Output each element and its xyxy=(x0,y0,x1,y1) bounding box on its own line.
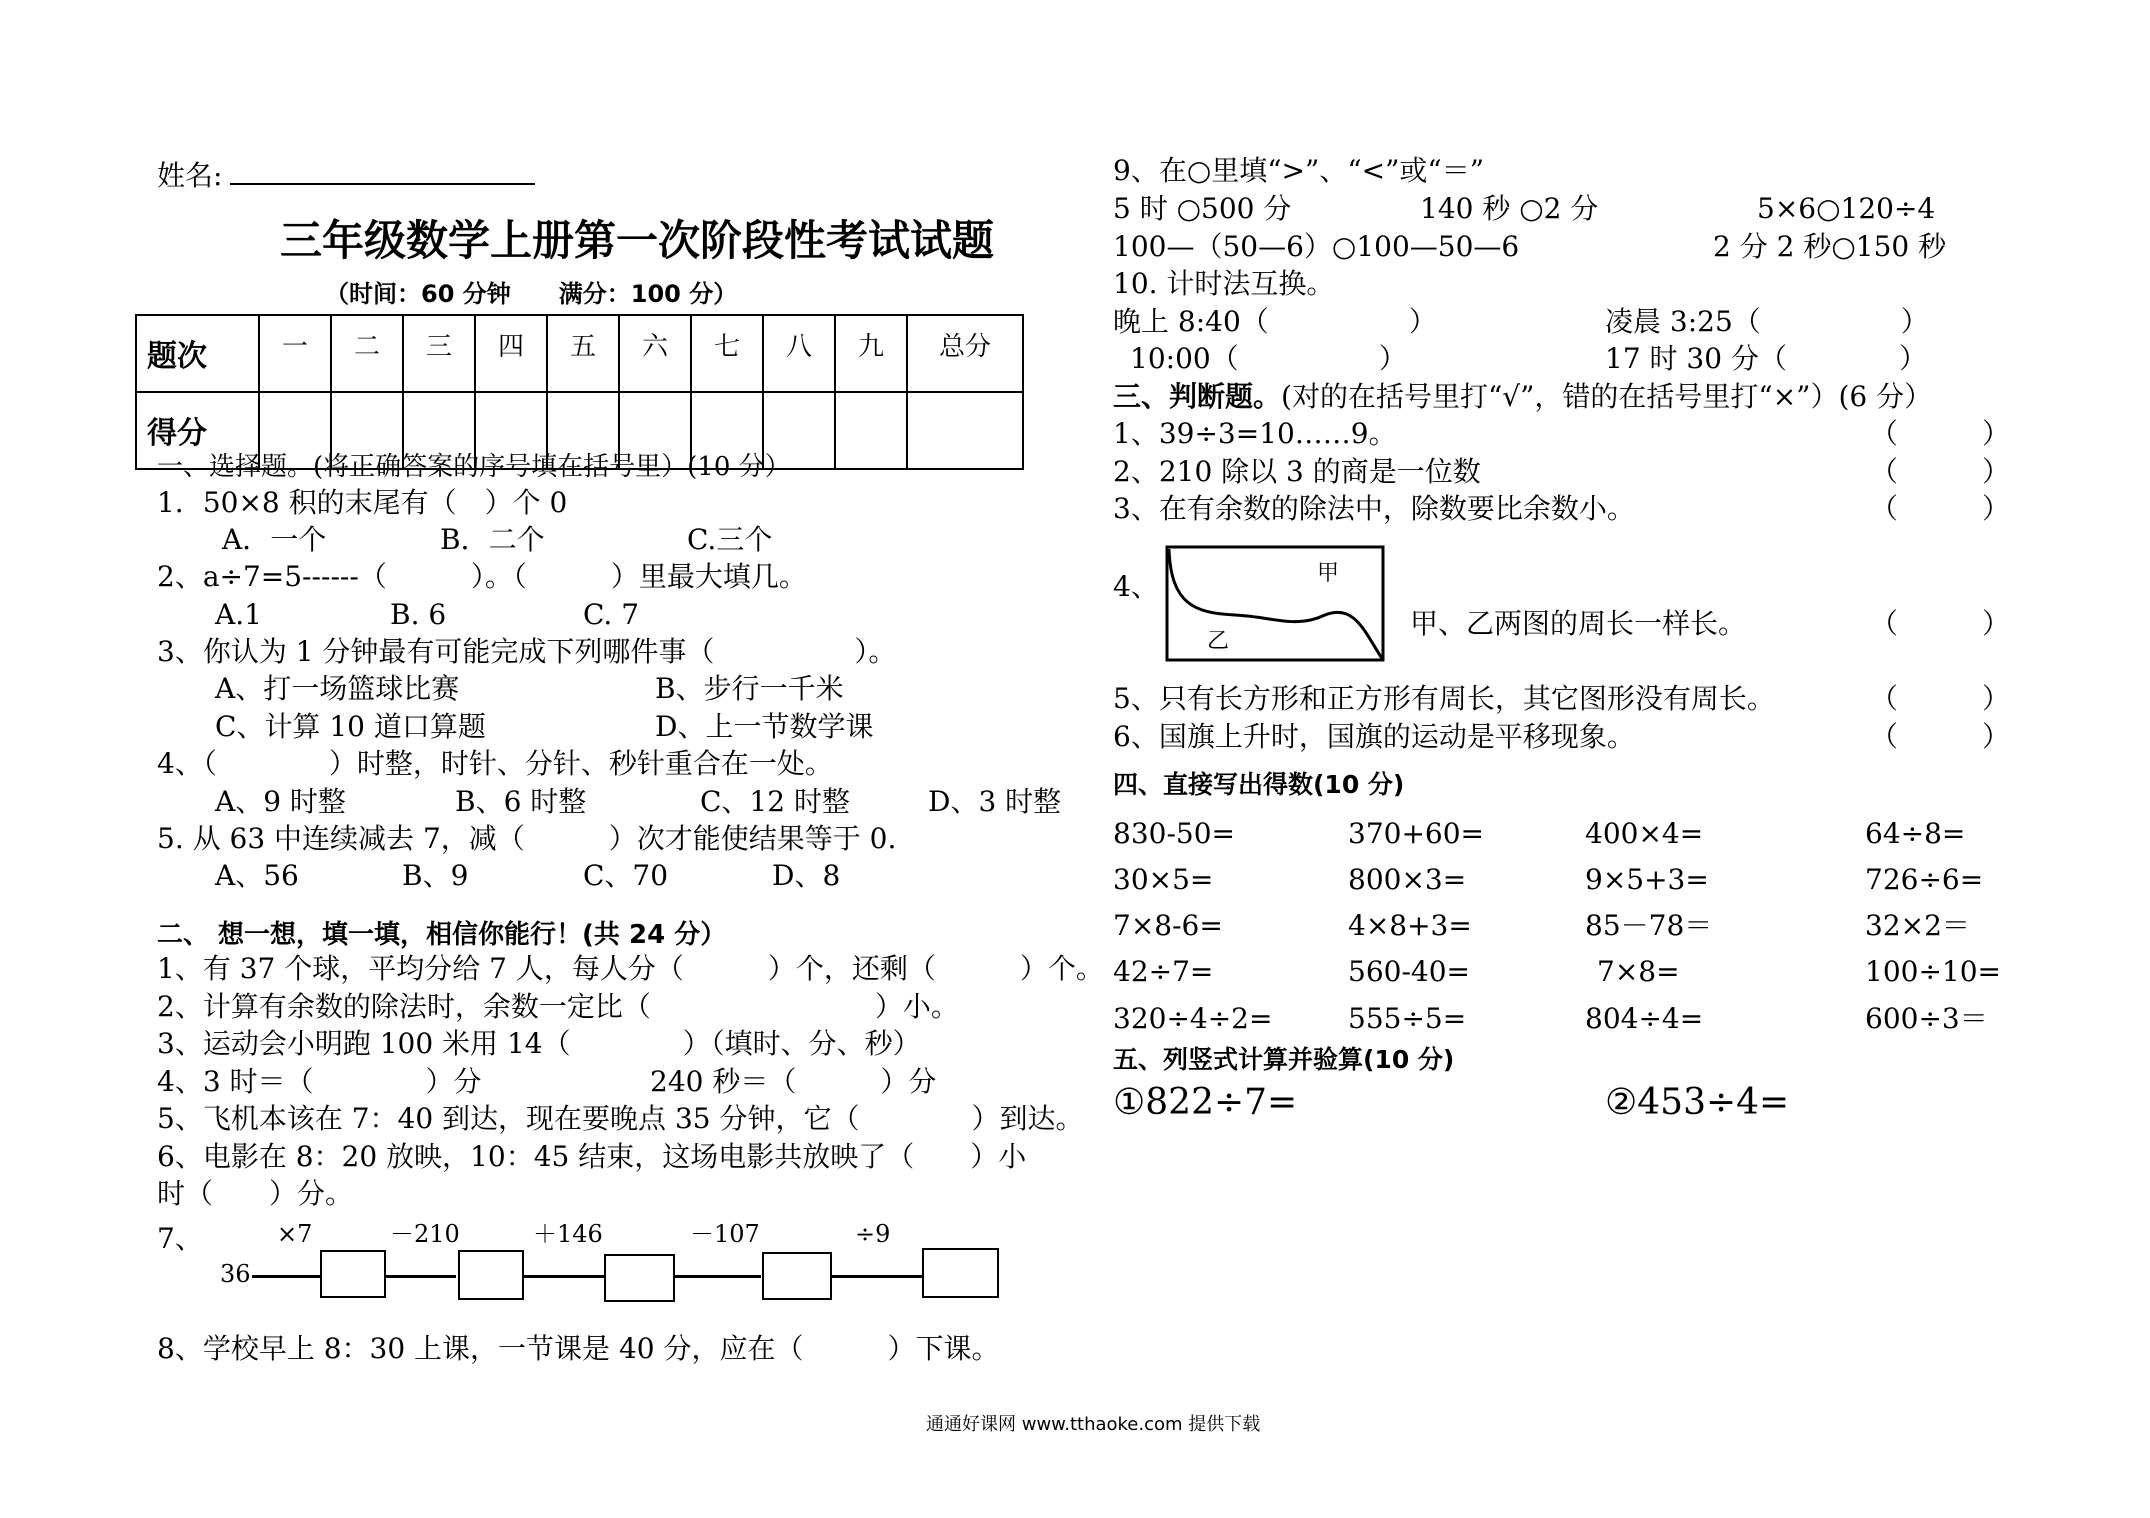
s2-q9: 9、在○里填“>”、“<”或“＝” xyxy=(1113,154,1485,187)
s1-q3-option-a: A、打一场篮球比赛 xyxy=(215,672,460,705)
s1-q1: 1．50×8 积的末尾有（ ）个 0 xyxy=(157,486,568,519)
s1-q2-option-b: B. 6 xyxy=(390,598,447,631)
answer-box[interactable] xyxy=(762,1252,832,1300)
s1-q4: 4、（ ）时整，时针、分针、秒针重合在一处。 xyxy=(157,747,833,780)
s1-q3-option-b: B、步行一千米 xyxy=(655,672,844,705)
calc-item: 7×8-6= xyxy=(1113,909,1223,942)
col-8: 八 xyxy=(763,315,835,392)
calc-item: 30×5= xyxy=(1113,863,1214,896)
s2-q7-op-minus-107: －107 xyxy=(690,1220,760,1248)
chain-line xyxy=(522,1275,604,1278)
col-7: 七 xyxy=(691,315,763,392)
s2-q9-item-5: 2 分 2 秒○150 秒 xyxy=(1713,230,1947,263)
s2-q10-item-2: 凌晨 3:25（ ） xyxy=(1605,305,1929,338)
s2-q7-start-number: 36 xyxy=(220,1260,251,1288)
s2-q5: 5、飞机本该在 7：40 到达，现在要晚点 35 分钟，它（ ）到达。 xyxy=(157,1102,1084,1135)
calc-item: 804÷4= xyxy=(1585,1002,1704,1035)
s2-q7-label: 7、 xyxy=(157,1222,203,1255)
s3-answer-paren-4[interactable]: （ ） xyxy=(1870,607,2011,640)
s1-q5-option-b: B、9 xyxy=(402,859,469,892)
s1-q4-option-c: C、12 时整 xyxy=(700,785,850,818)
row-label-tici: 题次 xyxy=(136,315,259,392)
calc-item: 800×3= xyxy=(1348,863,1467,896)
s3-item-4-number: 4、 xyxy=(1113,570,1159,603)
s2-q9-item-1: 5 时 ○500 分 xyxy=(1113,192,1292,225)
s1-q4-option-b: B、6 时整 xyxy=(455,785,587,818)
page-title: 三年级数学上册第一次阶段性考试试题 xyxy=(280,216,995,265)
calc-item: 726÷6= xyxy=(1865,863,1984,896)
name-blank[interactable] xyxy=(230,183,535,185)
s1-q1-option-c: C.三个 xyxy=(687,523,773,556)
section4-heading: 四、直接写出得数(10 分) xyxy=(1113,770,1405,799)
calc-item: 370+60= xyxy=(1348,817,1484,850)
col-1: 一 xyxy=(259,315,331,392)
s2-q9-item-3: 5×6○120÷4 xyxy=(1757,192,1936,225)
figure-label-yi: 乙 xyxy=(1207,629,1230,654)
s1-q5-option-c: C、70 xyxy=(583,859,669,892)
calc-item: 64÷8= xyxy=(1865,817,1966,850)
chain-line xyxy=(673,1275,761,1278)
calc-item: 32×2＝ xyxy=(1865,909,1970,942)
score-table xyxy=(135,314,1024,470)
figure-rectangle xyxy=(1167,547,1383,660)
s1-q4-option-a: A、9 时整 xyxy=(215,785,346,818)
s2-q10-item-3: 10:00（ ） xyxy=(1130,342,1407,375)
score-cell[interactable] xyxy=(835,392,907,469)
calc-item: 7×8= xyxy=(1597,955,1680,988)
s1-q2-option-a: A.1 xyxy=(215,598,262,631)
row-label-defen: 得分 xyxy=(136,392,259,469)
col-2: 二 xyxy=(331,315,403,392)
s2-q4b: 240 秒＝（ ）分 xyxy=(650,1065,937,1098)
s1-q1-option-a: A．一个 xyxy=(222,523,327,556)
s2-q4a: 4、3 时＝（ ）分 xyxy=(157,1065,482,1098)
s2-q6b: 时（ ）分。 xyxy=(157,1177,354,1210)
s1-q4-option-d: D、3 时整 xyxy=(928,785,1062,818)
s1-q3-option-c: C、计算 10 道口算题 xyxy=(215,710,486,743)
section3-heading xyxy=(1113,378,1932,416)
s2-q7-op-divide: ÷9 xyxy=(855,1220,891,1248)
vertical-calc-problem-1: ①822÷7= xyxy=(1113,1082,1298,1123)
col-5: 五 xyxy=(547,315,619,392)
figure-label-jia: 甲 xyxy=(1317,561,1340,586)
s2-q9-item-2: 140 秒 ○2 分 xyxy=(1420,192,1599,225)
s3-item-3: 3、在有余数的除法中，除数要比余数小。 xyxy=(1113,492,1635,525)
s2-q8: 8、学校早上 8：30 上课，一节课是 40 分，应在（ ）下课。 xyxy=(157,1332,1000,1365)
calc-item: 560-40= xyxy=(1348,955,1470,988)
s1-q3-option-d: D、上一节数学课 xyxy=(655,710,874,743)
s3-answer-paren-3[interactable]: （ ） xyxy=(1870,492,2011,525)
col-3: 三 xyxy=(403,315,475,392)
col-total: 总分 xyxy=(907,315,1023,392)
s1-q2-option-c: C. 7 xyxy=(583,598,640,631)
col-9: 九 xyxy=(835,315,907,392)
s3-item-2: 2、210 除以 3 的商是一位数 xyxy=(1113,455,1481,488)
col-4: 四 xyxy=(475,315,547,392)
chain-line xyxy=(384,1275,456,1278)
s3-item-4: 甲、乙两图的周长一样长。 xyxy=(1410,607,1747,640)
section2-heading: 二、 想一想，填一填，相信你能行！(共 24 分） xyxy=(157,920,727,950)
s3-item-1: 1、39÷3=10……9。 xyxy=(1113,417,1397,450)
calc-item: 600÷3＝ xyxy=(1865,1002,1988,1035)
calc-item: 100÷10= xyxy=(1865,955,2001,988)
s2-q7-op-multiply: ×7 xyxy=(277,1220,313,1248)
s3-answer-paren-6[interactable]: （ ） xyxy=(1870,720,2011,753)
answer-box[interactable] xyxy=(604,1254,675,1302)
chain-line xyxy=(830,1275,922,1278)
s1-q3: 3、你认为 1 分钟最有可能完成下列哪件事（ ）。 xyxy=(157,635,897,668)
s2-q6a: 6、电影在 8：20 放映，10：45 结束，这场电影共放映了（ ）小 xyxy=(157,1140,1027,1173)
score-cell[interactable] xyxy=(907,392,1023,469)
s2-q10: 10. 计时法互换。 xyxy=(1113,267,1335,300)
s2-q3: 3、运动会小明跑 100 米用 14（ ）（填时、分、秒） xyxy=(157,1027,921,1060)
s1-q5: 5. 从 63 中连续减去 7，减（ ）次才能使结果等于 0. xyxy=(157,822,897,855)
calc-item: 9×5+3= xyxy=(1585,863,1709,896)
s1-q1-option-b: B．二个 xyxy=(440,523,545,556)
score-table-header-row xyxy=(136,315,1023,392)
s3-item-5: 5、只有长方形和正方形有周长，其它图形没有周长。 xyxy=(1113,682,1775,715)
calc-item: 320÷4÷2= xyxy=(1113,1002,1273,1035)
s2-q1: 1、有 37 个球，平均分给 7 人，每人分（ ）个，还剩（ ）个。 xyxy=(157,952,1104,985)
figure-dividing-curve xyxy=(1169,549,1383,660)
answer-box[interactable] xyxy=(320,1250,386,1298)
answer-box[interactable] xyxy=(458,1250,524,1300)
s2-q7-op-plus-146: ＋146 xyxy=(533,1220,603,1248)
s3-answer-paren-1[interactable]: （ ） xyxy=(1870,417,2011,450)
name-label: 姓名: xyxy=(157,159,223,192)
chain-line xyxy=(252,1275,320,1278)
s2-q2: 2、计算有余数的除法时，余数一定比（ ）小。 xyxy=(157,990,959,1023)
section3-heading-instructions: (对的在括号里打“√”，错的在括号里打“×”）(6 分） xyxy=(1281,380,1933,413)
calc-item: 555÷5= xyxy=(1348,1002,1467,1035)
s1-q5-option-a: A、56 xyxy=(215,859,299,892)
calc-item: 85－78＝ xyxy=(1585,909,1713,942)
s2-q10-item-4: 17 时 30 分（ ） xyxy=(1605,342,1927,375)
section1-heading: 一、选择题。(将正确答案的序号填在括号里）(10 分） xyxy=(157,452,791,482)
calc-item: 830-50= xyxy=(1113,817,1235,850)
s3-answer-paren-2[interactable]: （ ） xyxy=(1870,455,2011,488)
s2-q7-op-minus-210: －210 xyxy=(390,1220,460,1248)
s3-item-6: 6、国旗上升时，国旗的运动是平移现象。 xyxy=(1113,720,1635,753)
answer-box[interactable] xyxy=(922,1248,999,1298)
vertical-calc-problem-2: ②453÷4= xyxy=(1605,1082,1790,1123)
calc-item: 4×8+3= xyxy=(1348,909,1472,942)
page-footer: 通通好课网 www.tthaoke.com 提供下载 xyxy=(926,1414,1261,1435)
exam-subtitle: （时间：60 分钟 满分：100 分） xyxy=(325,280,738,308)
calc-item: 400×4= xyxy=(1585,817,1704,850)
s3-answer-paren-5[interactable]: （ ） xyxy=(1870,682,2011,715)
calc-item: 42÷7= xyxy=(1113,955,1214,988)
section5-heading: 五、列竖式计算并验算(10 分) xyxy=(1113,1045,1455,1074)
s1-q5-option-d: D、8 xyxy=(772,859,841,892)
s2-q10-item-1: 晚上 8:40（ ） xyxy=(1113,305,1437,338)
s2-q9-item-4: 100—（50—6）○100—50—6 xyxy=(1113,230,1520,263)
s1-q2: 2、a÷7=5------（ ）。（ ）里最大填几。 xyxy=(157,560,807,593)
section3-heading-title: 三、判断题。 xyxy=(1113,380,1282,413)
col-6: 六 xyxy=(619,315,691,392)
perimeter-figure xyxy=(1165,545,1387,665)
